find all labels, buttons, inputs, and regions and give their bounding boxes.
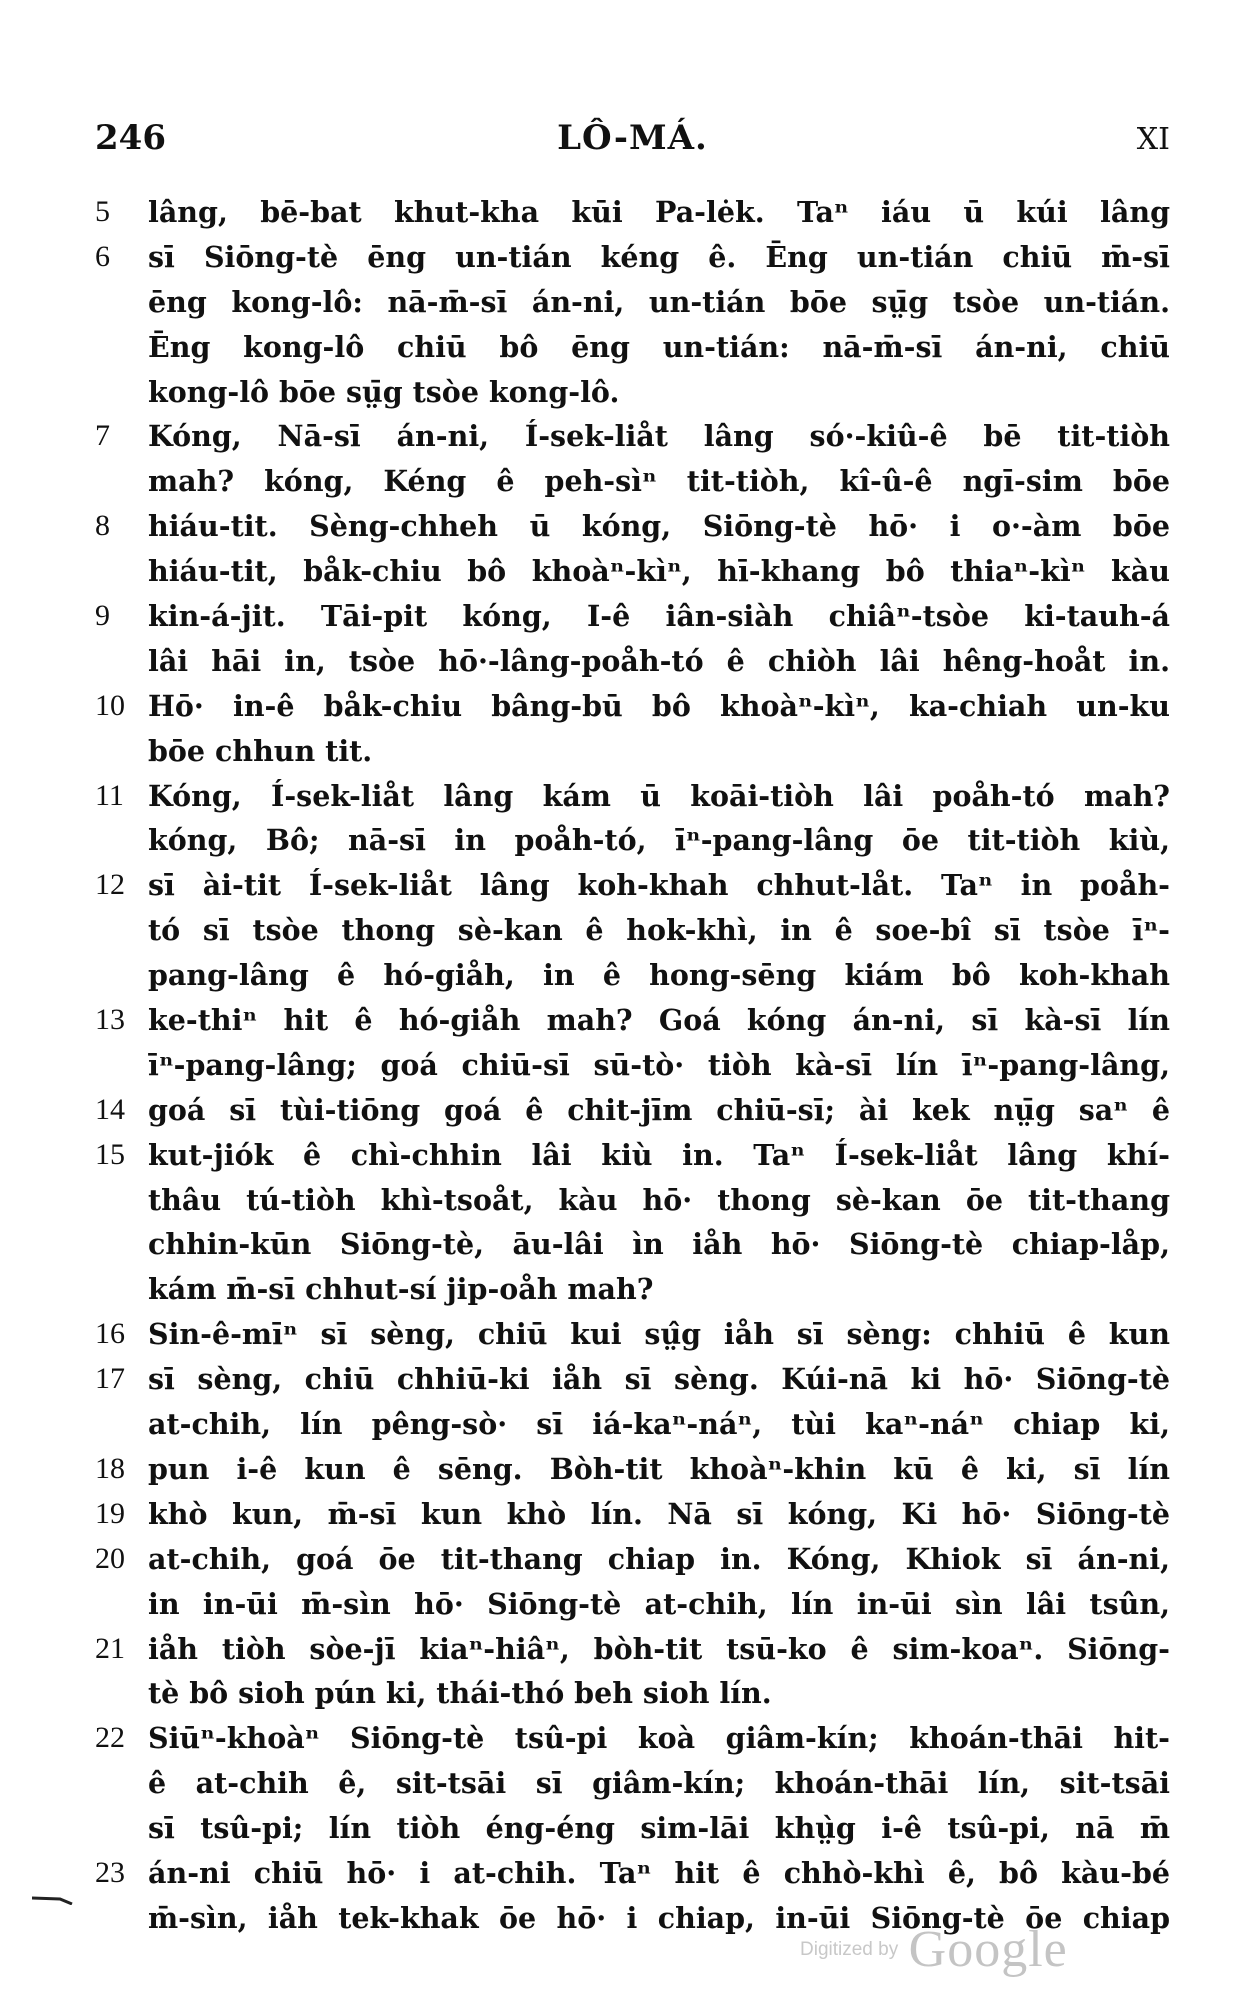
text-line [95,863,1170,908]
line-text: tó sī tsòe thong sè-kan ê hok-khì, in ê soe-bî sī tsòe īⁿ- [148,913,1170,948]
digitized-label: Digitized by [800,1938,899,1960]
text-line [95,370,1170,415]
text-line [95,280,1170,325]
line-text: sī tsû-pi; lín tiòh éng-éng sim-lāi khṳ̀g i-ê tsû-pi, nā m̄ [148,1811,1170,1846]
text-line [95,729,1170,774]
running-title: LÔ-MÁ. [557,118,708,158]
pen-mark [32,1895,74,1905]
line-text: kóng, Bô; nā-sī in poåh-tó, īⁿ-pang-lâng ōe tit-tiòh kiù, [148,823,1170,858]
text-line [95,684,1170,729]
text-line [95,504,1170,549]
text-line [95,1133,1170,1178]
line-text: hiáu-tit. Sèng-chheh ū kóng, Siōng-tè hō· i o·-àm bōe [148,509,1170,544]
line-text: iåh tiòh sòe-jī kiaⁿ-hiâⁿ, bòh-tit tsū-ko ê sim-koaⁿ. Siōng- [148,1631,1170,1666]
text-line [95,1447,1170,1492]
text-line [95,1582,1170,1627]
text-line [95,1178,1170,1223]
text-line [95,414,1170,459]
verse-number: 16 [95,1317,125,1351]
text-line [95,1267,1170,1312]
page-number: 246 [95,118,166,158]
verse-number: 11 [95,778,124,812]
line-text: sī ài-tit Í-sek-liåt lâng koh-khah chhut-låt. Taⁿ in poåh- [148,868,1170,903]
chapter-number: XI [1136,122,1170,157]
line-text: chhin-kūn Siōng-tè, āu-lâi ìn iåh hō· Siōng-tè chiap-låp, [148,1227,1170,1262]
line-text: tè bô sioh pún ki, thái-thó beh sioh lín. [148,1676,772,1711]
verse-number: 13 [95,1003,125,1037]
line-text: goá sī tùi-tiōng goá ê chit-jīm chiū-sī; ài kek nṳ̄g saⁿ ê [148,1092,1170,1127]
text-line [95,1088,1170,1133]
text-line [95,549,1170,594]
text-line [95,1851,1170,1896]
text-line [95,190,1170,235]
text-line [95,908,1170,953]
line-text: lâng, bē-bat khut-kha kūi Pa-lėk. Taⁿ iáu ū kúi lâng [148,195,1170,229]
digitization-footer [800,1920,1068,1979]
line-text: ê at-chih ê, sit-tsāi sī giâm-kín; khoán-thāi lín, sit-tsāi [148,1766,1170,1801]
line-text: án-ni chiū hō· i at-chih. Taⁿ hit ê chhò-khì ê, bô kàu-bé [148,1855,1170,1890]
line-text: at-chih, goá ōe tit-thang chiap in. Kóng, Khiok sī án-ni, [148,1541,1170,1576]
line-text: ke-thiⁿ hit ê hó-giåh mah? Goá kóng án-ni, sī kà-sī lín [148,1003,1170,1038]
page-body [95,190,1170,1941]
text-line [95,953,1170,998]
verse-number: 19 [95,1496,125,1530]
line-text: īⁿ-pang-lâng; goá chiū-sī sū-tò· tiòh kà-sī lín īⁿ-pang-lâng, [148,1047,1170,1082]
line-text: khò kun, m̄-sī kun khò lín. Nā sī kóng, Ki hō· Siōng-tè [148,1496,1170,1531]
line-text: hiáu-tit, båk-chiu bô khoàⁿ-kìⁿ, hī-khang bô thiaⁿ-kìⁿ kàu [148,554,1170,589]
text-line [95,1716,1170,1761]
line-text: bōe chhun tit. [148,733,373,768]
text-line [95,594,1170,639]
page-header [95,118,1170,170]
line-text: sī sèng, chiū chhiū-ki iåh sī sèng. Kúi-nā ki hō· Siōng-tè [148,1362,1170,1397]
line-text: Sin-ê-mīⁿ sī sèng, chiū kui sṳ̂g iåh sī sèng: chhiū ê kun [148,1317,1170,1352]
verse-number: 23 [95,1855,125,1889]
verse-number: 15 [95,1137,125,1171]
line-text: sī Siōng-tè ēng un-tián kéng ê. Ēng un-tián chiū m̄-sī [148,239,1170,274]
text-line [95,1761,1170,1806]
text-line [95,818,1170,863]
line-text: Siūⁿ-khoàⁿ Siōng-tè tsû-pi koà giâm-kín; khoán-thāi hit- [148,1721,1170,1756]
text-line [95,1627,1170,1672]
line-text: pun i-ê kun ê sēng. Bòh-tit khoàⁿ-khin kū ê ki, sī lín [148,1451,1170,1486]
text-line [95,235,1170,280]
verse-number: 21 [95,1631,125,1665]
text-line [95,774,1170,819]
line-text: at-chih, lín pêng-sò· sī iá-kaⁿ-náⁿ, tùi kaⁿ-náⁿ chiap ki, [148,1407,1170,1442]
verse-number: 8 [95,509,110,543]
verse-number: 10 [95,688,125,722]
line-text: Kóng, Nā-sī án-ni, Í-sek-liåt lâng só·-kiû-ê bē tit-tiòh [148,419,1170,454]
verse-number: 5 [95,195,110,228]
line-text: in in-ūi m̄-sìn hō· Siōng-tè at-chih, lín in-ūi sìn lâi tsûn, [148,1586,1170,1621]
line-text: kut-jiók ê chì-chhin lâi kiù in. Taⁿ Í-sek-liåt lâng khí- [148,1137,1170,1172]
verse-number: 20 [95,1541,125,1575]
text-line [95,1402,1170,1447]
verse-number: 18 [95,1451,125,1485]
line-text: thâu tú-tiòh khì-tsoåt, kàu hō· thong sè-kan ōe tit-thang [148,1182,1170,1217]
verse-number: 6 [95,239,110,273]
verse-number: 14 [95,1092,125,1126]
text-line [95,1806,1170,1851]
text-line [95,1671,1170,1716]
verse-number: 7 [95,419,110,453]
line-text: ēng kong-lô: nā-m̄-sī án-ni, un-tián bōe sṳ̄g tsòe un-tián. [148,284,1170,319]
line-text: lâi hāi in, tsòe hō·-lâng-poåh-tó ê chiòh lâi hêng-hoåt in. [148,643,1170,678]
line-text: Ēng kong-lô chiū bô ēng un-tián: nā-m̄-sī án-ni, chiū [148,329,1170,364]
line-text: kám m̄-sī chhut-sí jip-oåh mah? [148,1272,654,1307]
verse-number: 22 [95,1721,125,1755]
text-line [95,1492,1170,1537]
text-line [95,1537,1170,1582]
google-logo: Google [908,1921,1068,1978]
line-text: mah? kóng, Kéng ê peh-sìⁿ tit-tiòh, kî-û-ê ngī-sim bōe [148,464,1170,499]
text-line [95,325,1170,370]
line-text: pang-lâng ê hó-giåh, in ê hong-sēng kiám bô koh-khah [148,958,1170,993]
text-line [95,1357,1170,1402]
text-line [95,1222,1170,1267]
line-text: kin-á-jit. Tāi-pit kóng, I-ê iân-siàh chiâⁿ-tsòe ki-tauh-á [148,599,1170,634]
line-text: Kóng, Í-sek-liåt lâng kám ū koāi-tiòh lâi poåh-tó mah? [148,778,1170,813]
line-text: Hō· in-ê båk-chiu bâng-bū bô khoàⁿ-kìⁿ, ka-chiah un-ku [148,688,1170,723]
verse-number: 12 [95,868,125,902]
line-text: kong-lô bōe sṳ̄g tsòe kong-lô. [148,374,620,409]
text-line [95,459,1170,504]
text-line [95,998,1170,1043]
text-line [95,1043,1170,1088]
text-line [95,639,1170,684]
text-line [95,1312,1170,1357]
verse-number: 17 [95,1362,125,1396]
verse-number: 9 [95,599,110,633]
line-text: m̄-sìn, iåh tek-khak ōe hō· i chiap, in-ūi Siōng-tè ōe chiap [148,1900,1170,1935]
